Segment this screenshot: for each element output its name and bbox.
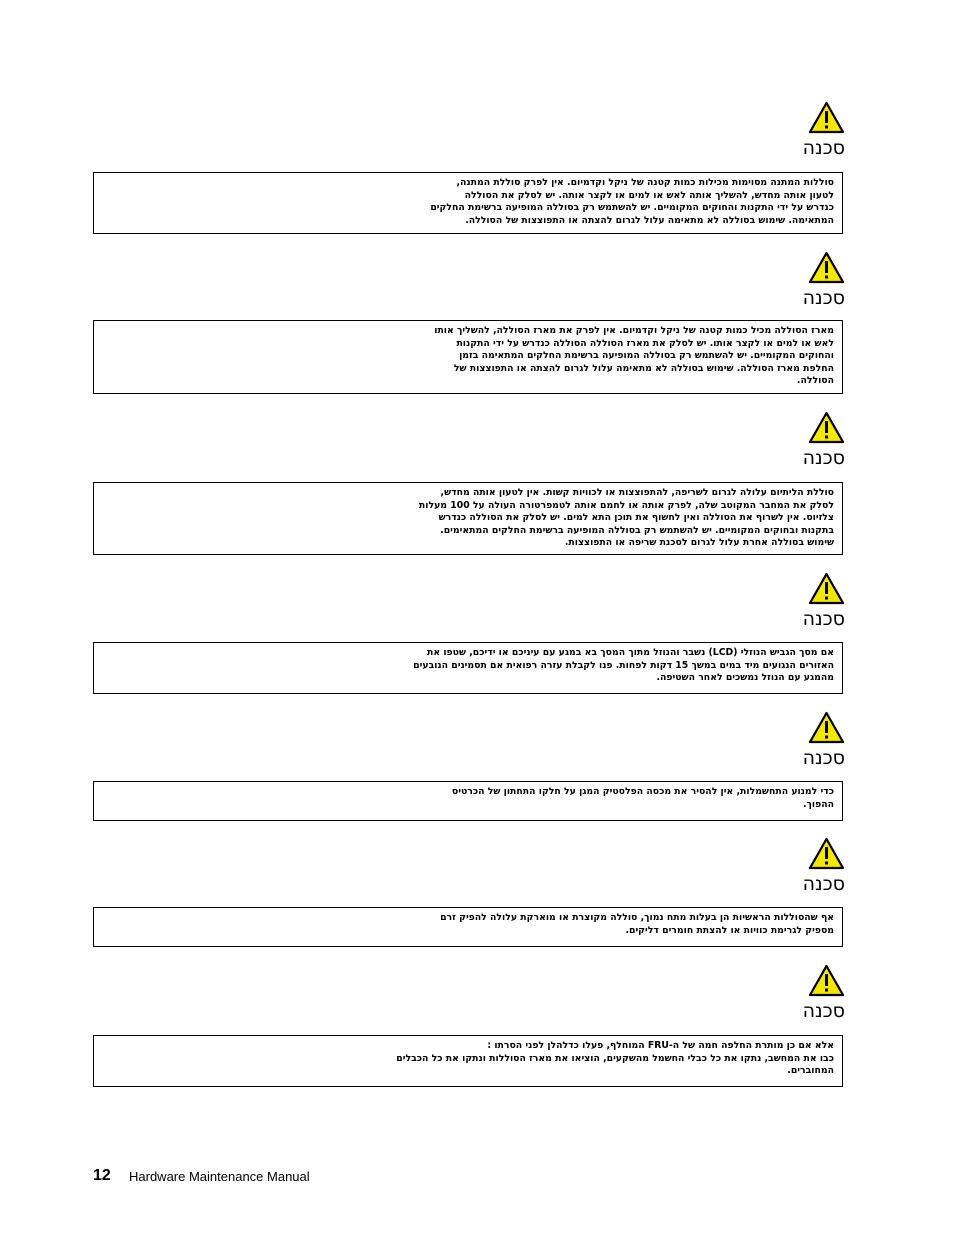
warning-triangle-icon — [808, 251, 845, 284]
danger-heading: סכנה — [802, 1000, 845, 1022]
danger-notice-box — [93, 320, 843, 394]
danger-notice-box — [93, 482, 843, 555]
danger-heading: סכנה — [802, 747, 845, 769]
danger-notice-text: אם מסך הגביש הנוזלי (LCD) נשבר והנוזל מתוך המסך בא במגע עם עיניכם או ידיכם, שטפו את האזורים הנגועים מיד במים במשך 15 דקות לפחות. פנו לקבלת עזרה רפואית אם תסמינים הנובעים מהמגע עם הנוזל נמשכים לאחר השטיפה. — [413, 647, 834, 683]
danger-notice-box — [93, 781, 843, 821]
danger-notice-text: סוללות המתנה מסוימות מכילות כמות קטנה של ניקל וקדמיום. אין לפרק סוללת המתנה, לטעון אותה מחדש, להשליך אותה לאש או למים או לקצר אותה. יש לסלק את הסוללה כנדרש על ידי התקנות והחוקים המקומיים. יש להשתמש רק בסוללה המופיעה ברשימת החלקים המתאימה. שימוש בסוללה לא מתאימה עלול לגרום להצתה או התפוצצות של הסוללה. — [430, 177, 834, 226]
danger-heading: סכנה — [802, 873, 845, 895]
warning-triangle-icon — [808, 572, 845, 605]
danger-heading: סכנה — [802, 608, 845, 630]
danger-notice-box — [93, 642, 843, 694]
danger-notice-text: אלא אם כן מותרת החלפה חמה של ה-FRU המוחלף, פעלו כדלהלן לפני הסרתו : כבו את המחשב, נתקו את כל כבלי החשמל מהשקעים, הוציאו את מארז הסוללות ונתקו את כל הכבלים המחוברים. — [396, 1040, 834, 1076]
warning-triangle-icon — [808, 837, 845, 870]
page-number: 12 — [93, 1167, 111, 1184]
danger-notice-text: סוללת הליתיום עלולה לגרום לשריפה, להתפוצצות או לכוויות קשות. אין לטעון אותה מחדש, לסלק את המחבר המקוטב שלה, לפרק אותה או לחמם אותה לטמפרטורה העולה על 100 מעלות צלזיוס. אין לשרוף את הסוללה ואין לחשוף את תוכן התא למים. יש לסלק את הסוללה כנדרש בתקנות ובחוקים המקומיים. יש להשתמש רק בסוללה המופיעה ברשימת החלקים המתאימים. שימוש בסוללה אחרת עלול לגרום לסכנת שריפה או התפוצצות. — [418, 487, 834, 548]
warning-triangle-icon — [808, 101, 845, 134]
manual-title: Hardware Maintenance Manual — [129, 1169, 310, 1184]
warning-triangle-icon — [808, 411, 845, 444]
warning-triangle-icon — [808, 964, 845, 997]
danger-heading: סכנה — [802, 447, 845, 469]
warning-triangle-icon — [808, 711, 845, 744]
danger-notice-box — [93, 1035, 843, 1087]
danger-notice-text: מארז הסוללה מכיל כמות קטנה של ניקל וקדמיום. אין לפרק את מארז הסוללה, להשליך אותו לאש או למים או לקצר אותו. יש לסלק את מארז הסוללה הסוללה כנדרש על ידי התקנות והחוקים המקומיים. יש להשתמש רק בסוללה המופיעה ברשימת החלקים המתאימה בזמן החלפת מארז הסוללה. שימוש בסוללה לא מתאימה עלול לגרום להצתה או התפוצצות של הסוללה. — [434, 325, 834, 386]
danger-heading: סכנה — [802, 287, 845, 309]
danger-heading: סכנה — [802, 137, 845, 159]
danger-notice-text: אף שהסוללות הראשיות הן בעלות מתח נמוך, סוללה מקוצרת או מוארקת עלולה להפיק זרם מספיק לגרימת כוויות או להצתת חומרים דליקים. — [440, 912, 834, 936]
danger-notice-box — [93, 907, 843, 947]
danger-notice-text: כדי למנוע התחשמלות, אין להסיר את מכסה הפלסטיק המגן על חלקו התחתון של הכרטיס ההפוך. — [451, 786, 834, 810]
danger-notice-box — [93, 172, 843, 234]
